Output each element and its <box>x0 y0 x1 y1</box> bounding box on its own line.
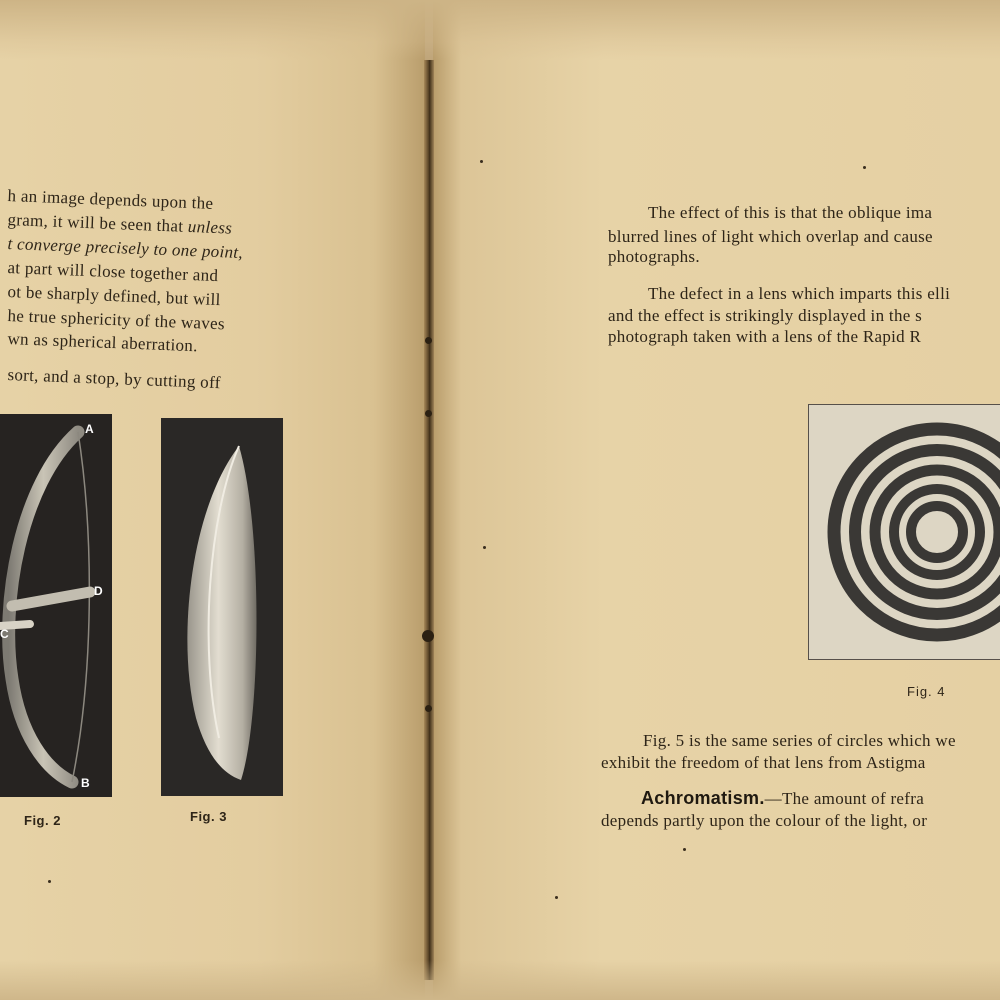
para2-line-1: The defect in a lens which imparts this elli <box>648 284 951 303</box>
binding-stitch <box>425 337 432 344</box>
para4-line-1-rest: —The amount of refra <box>764 789 925 808</box>
fig-2-image <box>0 414 112 797</box>
left-line-4: at part will close together and <box>7 257 219 286</box>
para1-line-3: photographs. <box>608 247 700 266</box>
fig-2-label-d: D <box>94 584 103 598</box>
left-line-8: sort, and a stop, by cutting off <box>7 364 222 393</box>
para4-line-2: depends partly upon the colour of the light, or <box>601 811 928 830</box>
left-line-5: ot be sharply defined, but will <box>7 281 222 310</box>
para2-line-2: and the effect is strikingly displayed in the s <box>608 306 923 325</box>
fig-2-drawing <box>0 414 112 797</box>
binding-stitch <box>425 410 432 417</box>
fig-3-image <box>161 418 283 796</box>
para3-line-2: exhibit the freedom of that lens from Astigma <box>601 753 926 772</box>
fig-2-label-b: B <box>81 776 90 790</box>
fig-3-drawing <box>161 418 283 796</box>
para2-line-3: photograph taken with a lens of the Rapid R <box>608 327 922 346</box>
paper-speck <box>863 166 866 169</box>
paper-speck <box>683 848 686 851</box>
achromatism-heading: Achromatism. <box>641 788 765 808</box>
para3-line-1: Fig. 5 is the same series of circles which we <box>643 731 956 750</box>
fig-4-image <box>808 404 1000 660</box>
fig-2-label-c: C <box>0 627 9 641</box>
binding-stitch <box>422 630 434 642</box>
fig-4-caption: Fig. 4 <box>907 684 946 699</box>
paper-speck <box>480 160 483 163</box>
para1-line-1: The effect of this is that the oblique ima <box>648 203 933 222</box>
left-line-2-italic: unless <box>187 216 233 238</box>
paper-speck <box>483 546 486 549</box>
left-line-7: wn as spherical aberration. <box>7 328 199 356</box>
left-line-1: h an image depends upon the <box>7 185 214 213</box>
left-line-6: he true sphericity of the waves <box>7 305 226 334</box>
left-line-3: t converge precisely to one point, <box>7 233 244 263</box>
paper-speck <box>48 880 51 883</box>
para1-line-2: blurred lines of light which overlap and cause <box>608 227 933 246</box>
fig-2-caption: Fig. 2 <box>24 813 61 828</box>
left-line-2-text: gram, it will be seen that <box>7 209 184 236</box>
fig-3-caption: Fig. 3 <box>190 809 227 824</box>
fig-2-label-a: A <box>85 422 94 436</box>
fig-4-rings <box>809 405 1000 659</box>
paper-speck <box>555 896 558 899</box>
para4-line-1 <box>641 787 924 810</box>
book-gutter <box>424 60 434 980</box>
left-page <box>0 0 425 1000</box>
binding-stitch <box>425 705 432 712</box>
